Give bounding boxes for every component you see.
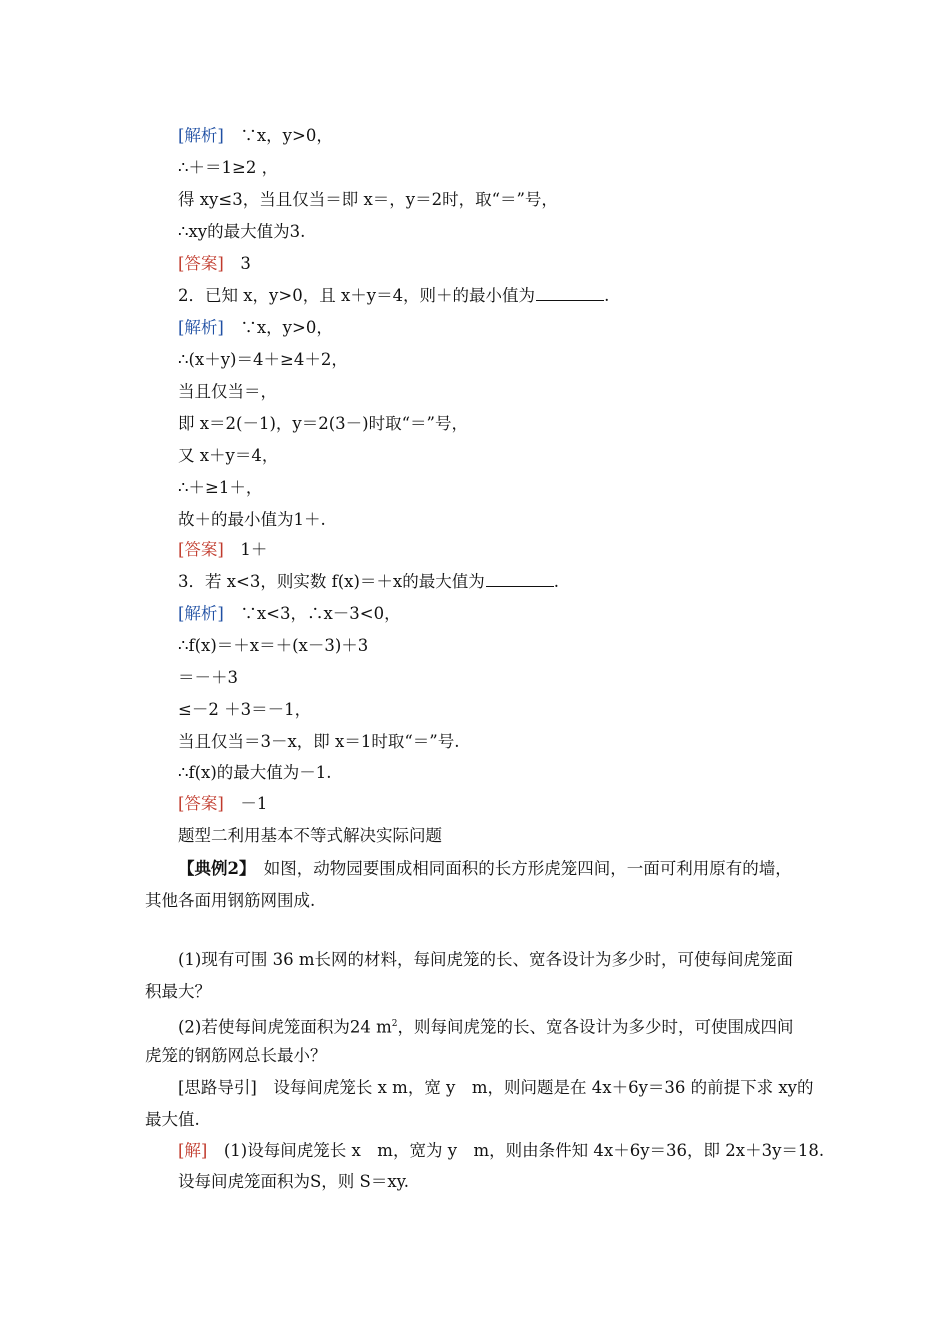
hint-line-cont: 最大值. bbox=[145, 1110, 200, 1129]
question-part-1: (1)现有可围 36 m长网的材料，每间虎笼的长、宽各设计为多少时，可使每间虎笼面 bbox=[178, 950, 794, 969]
text-line: 当且仅当＝3－x，即 x＝1时取“＝”号. bbox=[178, 732, 460, 751]
question-line: 3．若 x<3，则实数 f(x)＝＋x的最大值为 . bbox=[178, 572, 559, 591]
answer-tag: [答案] bbox=[178, 794, 224, 813]
text-line: ∴＋＝1≥2 ， bbox=[178, 158, 279, 177]
hint-tag: [思路导引] bbox=[178, 1078, 257, 1097]
question-part-1-cont: 积最大？ bbox=[145, 982, 211, 1001]
answer-tag: [答案] bbox=[178, 540, 224, 559]
question-part-2-cont: 虎笼的钢筋网总长最小？ bbox=[145, 1046, 327, 1065]
example-line: 【典例2】 如图，动物园要围成相同面积的长方形虎笼四间，一面可利用原有的墙， bbox=[178, 859, 792, 878]
question-part-2: (2)若使每间虎笼面积为24 $m^2$，则每间虎笼的长、宽各设计为多少时，可使围成四间 bbox=[178, 1017, 794, 1037]
text-line: 又 x＋y＝4， bbox=[178, 446, 279, 465]
text-line: ∴＋≥1＋， bbox=[178, 478, 263, 497]
answer-tag: [答案] bbox=[178, 254, 224, 273]
text-line: [解析] ∵x，y>0， bbox=[178, 126, 333, 145]
solution-line: 设每间虎笼面积为S，则 S＝xy. bbox=[178, 1172, 410, 1191]
text-line: 即 x＝2(－1)，y＝2(3－)时取“＝”号， bbox=[178, 414, 468, 433]
text-line: ∴f(x)的最大值为－1. bbox=[178, 763, 332, 782]
text-line: 故＋的最小值为1＋. bbox=[178, 510, 326, 529]
solution-line: [解] (1)设每间虎笼长 x m，宽为 y m，则由条件知 4x＋6y＝36，即 2x＋3y＝18. bbox=[178, 1141, 825, 1160]
solution-tag: [解] bbox=[178, 1141, 208, 1160]
analysis-tag: [解析] bbox=[178, 126, 224, 145]
text-line: 得 xy≤3，当且仅当＝即 x＝，y＝2时，取“＝”号， bbox=[178, 190, 558, 209]
text-line: ＝－＋3 bbox=[178, 668, 238, 687]
text-line: ∴(x＋y)＝4＋≥4＋2， bbox=[178, 350, 348, 369]
example-line: 其他各面用钢筋网围成. bbox=[145, 891, 316, 910]
text-line: [答案] －1 bbox=[178, 794, 268, 813]
text-line: ∴f(x)＝＋x＝＋(x－3)＋3 bbox=[178, 636, 369, 655]
text-line: [答案] 1＋ bbox=[178, 540, 268, 559]
analysis-tag: [解析] bbox=[178, 318, 224, 337]
example-label: 【典例2】 bbox=[178, 859, 248, 878]
answer-blank bbox=[486, 572, 554, 587]
text-line: [答案] 3 bbox=[178, 254, 251, 273]
answer-blank bbox=[536, 286, 604, 301]
question-line: 2．已知 x，y>0，且 x＋y＝4，则＋的最小值为 . bbox=[178, 286, 610, 305]
text-line: ≤－2 ＋3＝－1， bbox=[178, 700, 312, 719]
text-line: 当且仅当＝， bbox=[178, 382, 277, 401]
section-heading: 题型二利用基本不等式解决实际问题 bbox=[178, 826, 442, 845]
hint-line: [思路导引] 设每间虎笼长 x m，宽 y m，则问题是在 4x＋6y＝36 的前提下求 xy的 bbox=[178, 1078, 814, 1097]
analysis-tag: [解析] bbox=[178, 604, 224, 623]
text-line: [解析] ∵x<3，∴x－3<0， bbox=[178, 604, 401, 623]
text-line: [解析] ∵x，y>0， bbox=[178, 318, 333, 337]
text-line: ∴xy的最大值为3. bbox=[178, 222, 306, 241]
